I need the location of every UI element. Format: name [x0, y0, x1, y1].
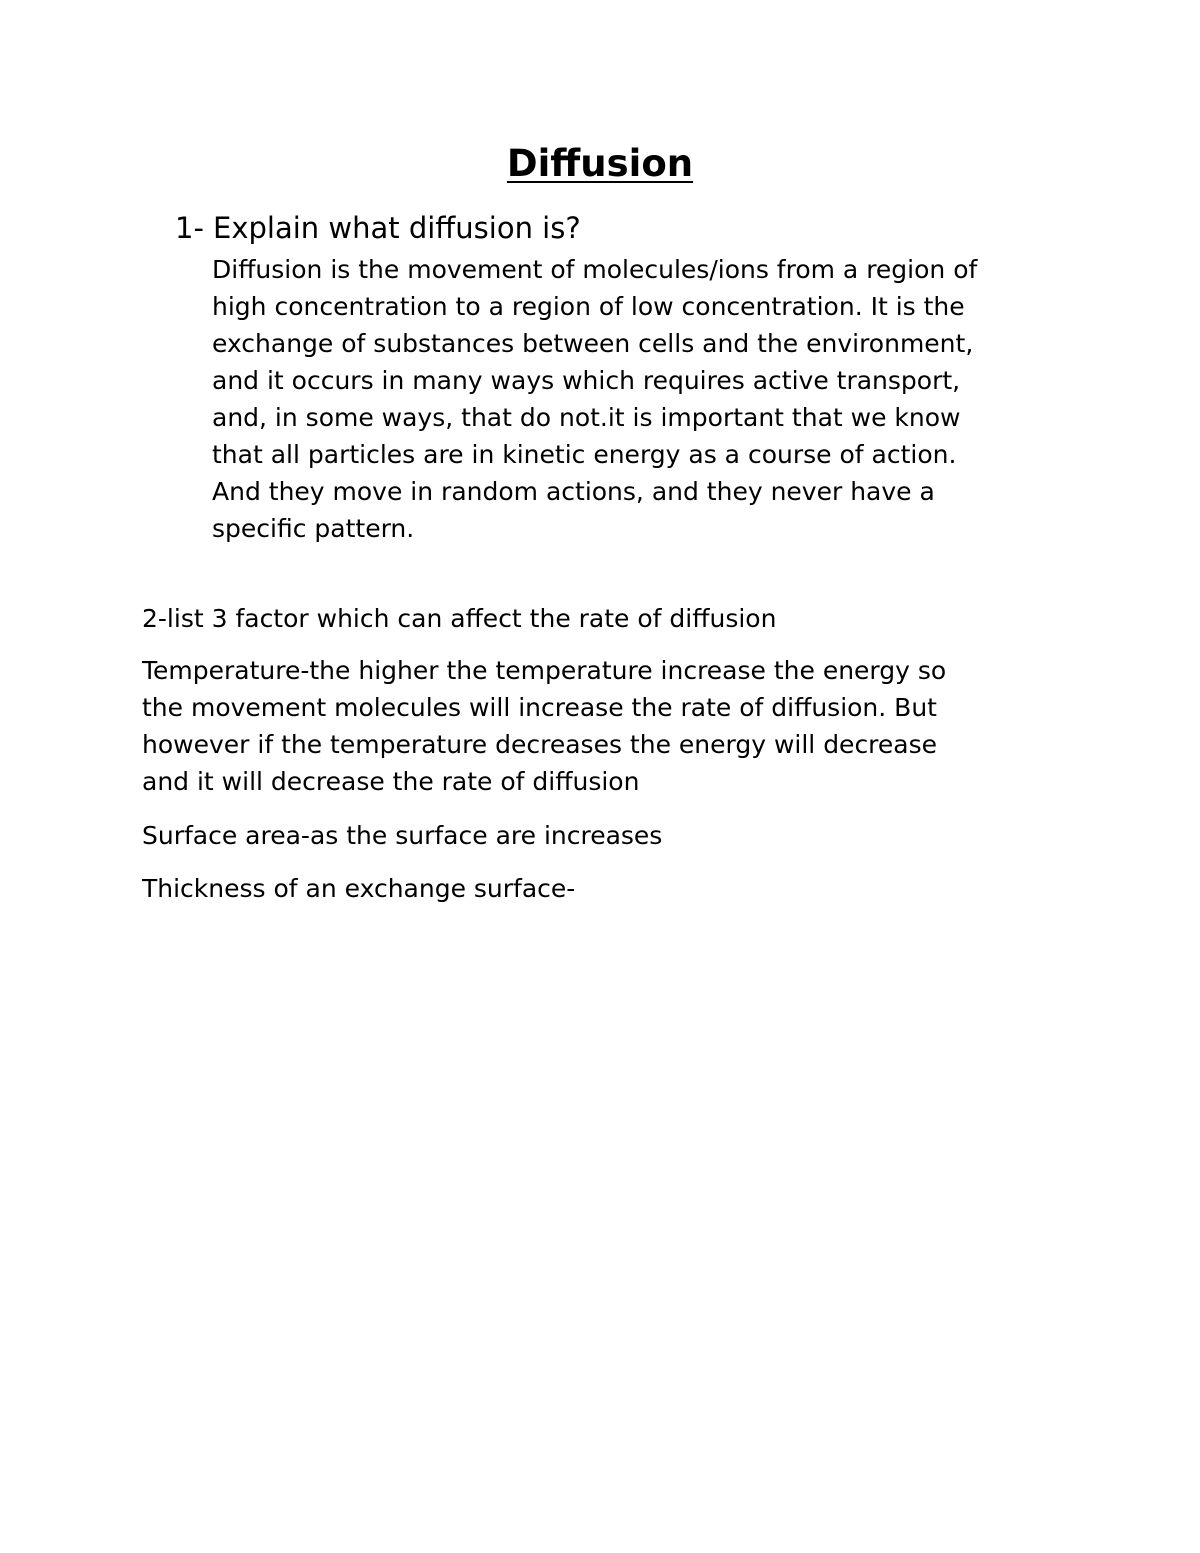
- answer-line: high concentration to a region of low concentration. It is the: [212, 292, 965, 321]
- surface-area-factor: Surface area-as the surface are increases: [142, 821, 663, 850]
- temperature-line: and it will decrease the rate of diffusion: [142, 767, 640, 796]
- question-2: 2-list 3 factor which can affect the rate of diffusion: [142, 604, 777, 633]
- question-1-answer: [212, 251, 1092, 547]
- answer-line: exchange of substances between cells and the environment,: [212, 329, 974, 358]
- title-text: Diffusion: [506, 142, 694, 185]
- temperature-factor: [142, 652, 1062, 800]
- temperature-line: the movement molecules will increase the rate of diffusion. But: [142, 693, 937, 722]
- answer-line: And they move in random actions, and they never have a: [212, 477, 935, 506]
- answer-line: specific pattern.: [212, 514, 415, 543]
- answer-line: that all particles are in kinetic energy as a course of action.: [212, 440, 957, 469]
- temperature-line: however if the temperature decreases the energy will decrease: [142, 730, 938, 759]
- document-title: [0, 140, 1200, 188]
- answer-line: and it occurs in many ways which requires active transport,: [212, 366, 961, 395]
- answer-line: Diffusion is the movement of molecules/ions from a region of: [212, 255, 978, 284]
- answer-line: and, in some ways, that do not.it is important that we know: [212, 403, 961, 432]
- question-1-text: Explain what diffusion is?: [213, 211, 581, 245]
- question-1-number: 1-: [175, 211, 204, 245]
- question-1: [175, 207, 581, 249]
- thickness-factor: Thickness of an exchange surface-: [142, 874, 576, 903]
- temperature-line: Temperature-the higher the temperature increase the energy so: [142, 656, 947, 685]
